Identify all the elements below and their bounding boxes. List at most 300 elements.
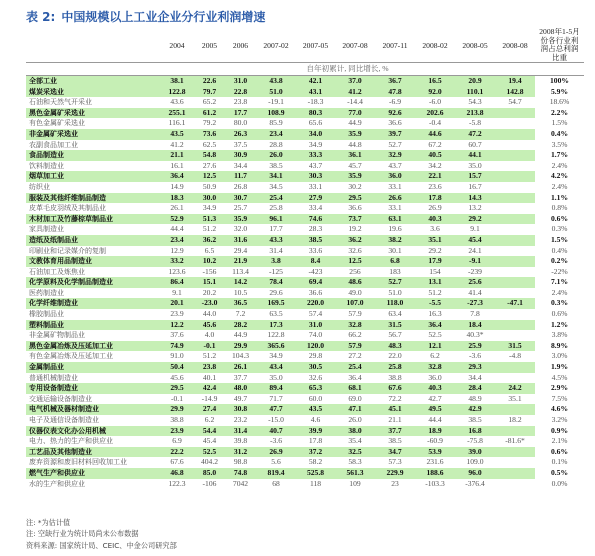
growth-cell: 36.6 — [308, 287, 323, 297]
header-col: 2008-02 — [415, 28, 455, 63]
growth-cell: 39.8 — [233, 436, 248, 446]
growth-cell — [495, 256, 535, 267]
growth-cell: 110.1 — [455, 87, 495, 98]
growth-cell: 63.4 — [388, 309, 402, 319]
growth-cell: 37.6 — [170, 330, 184, 340]
growth-cell — [495, 203, 535, 214]
growth-cell: 154 — [429, 266, 441, 276]
growth-cell: 50.4 — [160, 362, 194, 373]
growth-cell: 107.0 — [335, 298, 375, 309]
growth-cell: 60.7 — [468, 139, 482, 149]
growth-cell: 58.3 — [348, 457, 362, 467]
growth-cell: 71.7 — [269, 393, 283, 403]
growth-cell: 35.9 — [225, 214, 256, 225]
growth-cell: 38.5 — [296, 235, 335, 246]
growth-cell: 122.3 — [168, 478, 186, 488]
growth-cell: 43.8 — [256, 76, 296, 87]
growth-cell: 19.4 — [495, 76, 535, 87]
growth-cell: 30.5 — [296, 362, 335, 373]
table-row — [26, 118, 584, 129]
table-title — [26, 8, 265, 25]
table-row — [26, 246, 584, 257]
growth-cell: 42.7 — [428, 393, 442, 403]
growth-cell: 34.5 — [269, 181, 283, 191]
growth-cell: 14.9 — [170, 181, 184, 191]
growth-cell: 561.3 — [335, 468, 375, 479]
growth-cell: 33.1 — [388, 181, 402, 191]
growth-cell: 17.8 — [308, 436, 323, 446]
growth-cell: 4.6 — [310, 415, 321, 424]
growth-cell: 69.4 — [296, 277, 335, 288]
growth-cell: -18.3 — [307, 97, 324, 107]
growth-cell: 61.2 — [194, 108, 225, 119]
growth-cell: 26.1 — [225, 362, 256, 373]
growth-cell: 29.2 — [455, 214, 495, 225]
growth-cell: 18.9 — [415, 426, 455, 437]
growth-cell: 32.5 — [335, 447, 375, 458]
growth-cell: 44.0 — [202, 309, 217, 319]
growth-cell — [495, 362, 535, 373]
growth-cell: 43.5 — [296, 404, 335, 415]
growth-cell: 89.4 — [256, 383, 296, 394]
growth-cell: 52.5 — [428, 330, 442, 340]
header-col: 2006 — [225, 28, 256, 63]
growth-cell: 31.0 — [296, 320, 335, 331]
growth-cell: -3.6 — [468, 351, 482, 361]
growth-cell: 25.8 — [269, 203, 283, 213]
growth-cell: 11.7 — [225, 171, 256, 182]
growth-cell: 53.9 — [415, 447, 455, 458]
growth-cell: 220.0 — [296, 298, 335, 309]
growth-cell: 6.2 — [204, 415, 215, 424]
growth-cell: 34.4 — [233, 160, 248, 170]
header-col: 2007-02 — [256, 28, 296, 63]
growth-cell: 109.0 — [466, 457, 484, 467]
growth-cell: 52.7 — [388, 139, 402, 149]
growth-cell: 47.8 — [375, 87, 415, 98]
industry-name: 木材加工及竹藤棕草制品业 — [26, 214, 160, 225]
growth-cell: 51.3 — [194, 214, 225, 225]
table-row — [26, 161, 584, 172]
growth-cell: 47.1 — [335, 404, 375, 415]
growth-cell: 33.2 — [160, 256, 194, 267]
growth-cell: 35.0 — [468, 160, 482, 170]
growth-cell: 30.7 — [225, 193, 256, 204]
growth-cell: 30.0 — [194, 193, 225, 204]
growth-cell: 123.6 — [168, 266, 186, 276]
growth-cell: 37.5 — [233, 139, 248, 149]
growth-cell: 16.3 — [428, 309, 442, 319]
growth-cell: 29.6 — [269, 287, 283, 297]
growth-cell: 7042 — [232, 478, 249, 488]
profit-share-cell: 0.1% — [551, 457, 568, 467]
table-row — [26, 309, 584, 320]
growth-cell — [495, 171, 535, 182]
growth-cell: 20.9 — [455, 76, 495, 87]
industry-name: 黑色金属矿采选业 — [26, 108, 160, 119]
growth-cell: 41.2 — [335, 87, 375, 98]
profit-share-cell: 0.6% — [551, 309, 568, 319]
growth-cell: 29.2 — [428, 245, 442, 255]
table-row — [26, 362, 584, 373]
growth-cell: 42.4 — [194, 383, 225, 394]
header-col: 2008-08 — [495, 28, 535, 63]
growth-cell: -156 — [202, 266, 217, 276]
growth-cell: 36.1 — [335, 150, 375, 161]
growth-cell: 104.3 — [231, 351, 250, 361]
growth-cell: 18.4 — [455, 320, 495, 331]
growth-cell: 15.7 — [455, 171, 495, 182]
growth-cell: 25.7 — [233, 203, 248, 213]
profit-share-cell: 0.9% — [550, 425, 569, 435]
growth-cell: 12.5 — [335, 256, 375, 267]
profit-share-cell: 1.2% — [550, 319, 569, 329]
growth-cell — [495, 447, 535, 458]
growth-cell: 37.7 — [375, 426, 415, 437]
growth-cell: 51.2 — [202, 351, 217, 361]
growth-cell: 122.8 — [267, 330, 285, 340]
growth-cell: 66.2 — [348, 330, 362, 340]
growth-cell: 819.4 — [256, 468, 296, 479]
note-estimate: 注: *为估计值 — [26, 518, 71, 527]
industry-name: 化学纤维制造业 — [26, 298, 160, 309]
growth-cell: 79.2 — [202, 118, 217, 128]
growth-cell: 142.8 — [495, 87, 535, 98]
note-missing: 注: 空缺行业为统计局尚未公布数据 — [26, 529, 139, 538]
growth-cell: 63.5 — [269, 309, 283, 319]
growth-cell: 28.8 — [269, 139, 283, 149]
growth-cell: 52.7 — [375, 277, 415, 288]
growth-cell: 32.0 — [233, 224, 248, 234]
growth-cell — [495, 161, 535, 172]
growth-cell: 96.0 — [455, 468, 495, 479]
table-row — [26, 288, 584, 299]
growth-cell — [495, 373, 535, 384]
growth-cell: 29.5 — [335, 193, 375, 204]
growth-cell: 74.9 — [160, 341, 194, 352]
growth-cell: 67.2 — [428, 139, 442, 149]
growth-cell: -14.4 — [347, 97, 363, 107]
industry-name: 农副食品加工业 — [29, 140, 78, 149]
growth-cell: 18.3 — [160, 193, 194, 204]
growth-cell: 6.2 — [430, 351, 440, 361]
growth-cell: 21.1 — [388, 415, 402, 424]
growth-cell — [495, 118, 535, 129]
header-share-col: 2008年1-5月份各行业利润占总利润比重 — [535, 28, 584, 63]
growth-cell: 46.8 — [160, 468, 194, 479]
growth-cell: 35.1 — [508, 393, 522, 403]
industry-name: 塑料制品业 — [26, 320, 160, 331]
table-row — [26, 436, 584, 447]
growth-cell: 57.3 — [388, 457, 402, 467]
growth-cell: 231.6 — [426, 457, 444, 467]
growth-cell: -75.8 — [467, 436, 483, 446]
growth-cell: 32.8 — [415, 362, 455, 373]
table-row — [26, 447, 584, 458]
growth-cell: 74.0 — [308, 330, 323, 340]
growth-cell: 36.4 — [415, 320, 455, 331]
growth-cell: 33.1 — [308, 181, 323, 191]
growth-cell: 98.8 — [233, 457, 248, 467]
growth-cell: 116.1 — [168, 118, 186, 128]
profit-share-cell: 0.0% — [551, 478, 568, 488]
growth-cell: 525.8 — [296, 468, 335, 479]
table-row — [26, 76, 584, 87]
growth-cell: -103.3 — [425, 478, 445, 488]
growth-cell: 202.6 — [415, 108, 455, 119]
profit-share-cell: 1.7% — [550, 150, 569, 160]
growth-cell: 38.0 — [335, 426, 375, 437]
table-row — [26, 479, 584, 490]
growth-cell — [495, 457, 535, 468]
growth-cell: 28.2 — [225, 320, 256, 331]
table-row — [26, 277, 584, 288]
growth-cell: 45.4 — [202, 436, 217, 446]
profit-share-cell: 1.5% — [551, 118, 568, 128]
growth-cell: -5.8 — [468, 118, 482, 128]
growth-cell — [495, 330, 535, 341]
industry-name: 石油加工及炼焦业 — [29, 267, 85, 276]
growth-cell: 51.0 — [256, 87, 296, 98]
profit-share-cell: 5.9% — [550, 86, 569, 96]
table-row — [26, 214, 584, 225]
table-row — [26, 129, 584, 140]
growth-cell: 44.9 — [233, 330, 248, 340]
growth-cell: 60.0 — [308, 393, 323, 403]
growth-cell: 3.8 — [256, 256, 296, 267]
growth-cell: -23.0 — [194, 298, 225, 309]
growth-cell: 79.7 — [194, 87, 225, 98]
growth-cell: 38.5 — [388, 436, 402, 446]
growth-cell — [495, 182, 535, 193]
profit-growth-table — [26, 28, 584, 489]
growth-cell: 36.4 — [348, 372, 362, 382]
profit-share-cell: 3.5% — [551, 139, 568, 149]
industry-name: 印刷业和记录媒介的复制 — [29, 246, 106, 255]
profit-share-cell: 2.1% — [551, 436, 568, 446]
growth-cell — [495, 320, 535, 331]
growth-cell: 44.1 — [455, 150, 495, 161]
growth-cell: 256 — [349, 266, 361, 276]
industry-name: 饮料制造业 — [29, 161, 64, 170]
table-row — [26, 383, 584, 394]
table-row — [26, 394, 584, 405]
header-col: 2007-11 — [375, 28, 415, 63]
growth-cell: 34.7 — [375, 447, 415, 458]
growth-cell: 10.2 — [194, 256, 225, 267]
table-row — [26, 351, 584, 362]
growth-cell: 31.5 — [495, 341, 535, 352]
industry-name: 废弃资源和废旧材料回收加工业 — [29, 458, 127, 467]
growth-cell: 25.4 — [256, 193, 296, 204]
growth-cell — [495, 214, 535, 225]
growth-cell: 38.8 — [388, 372, 402, 382]
growth-cell: 21.1 — [160, 150, 194, 161]
growth-cell: 213.8 — [455, 108, 495, 119]
growth-cell: 48.6 — [335, 277, 375, 288]
growth-cell: 26.1 — [170, 203, 184, 213]
growth-cell — [495, 246, 535, 257]
industry-name: 工艺品及其他制造业 — [26, 447, 160, 458]
growth-cell: 80.3 — [296, 108, 335, 119]
industry-name: 有色金属矿采选业 — [29, 119, 85, 128]
growth-cell: 23.8 — [194, 362, 225, 373]
growth-cell: 96.1 — [256, 214, 296, 225]
growth-cell: 51.0 — [388, 287, 402, 297]
growth-cell: -19.1 — [268, 97, 284, 107]
growth-cell: 34.1 — [256, 171, 296, 182]
table-row — [26, 256, 584, 267]
growth-cell: 30.1 — [388, 245, 402, 255]
growth-cell: 35.9 — [335, 129, 375, 140]
growth-cell: 22.8 — [225, 87, 256, 98]
growth-cell: 17.7 — [225, 108, 256, 119]
growth-cell: 12.5 — [194, 171, 225, 182]
growth-cell: 38.8 — [170, 415, 184, 424]
growth-cell: 34.9 — [308, 139, 323, 149]
table-row — [26, 182, 584, 193]
growth-cell: 28.4 — [455, 383, 495, 394]
growth-cell: 92.6 — [375, 108, 415, 119]
growth-cell: 31.6 — [225, 235, 256, 246]
profit-share-cell: 0.2% — [550, 256, 569, 266]
industry-name: 服装及其他纤维制品制造 — [26, 193, 160, 204]
growth-cell: 36.0 — [428, 372, 442, 382]
growth-cell: 36.6 — [388, 118, 402, 128]
industry-name: 皮革毛皮羽绒及其制品业 — [29, 204, 106, 213]
growth-cell: 85.9 — [269, 118, 283, 128]
growth-cell: 57.9 — [348, 309, 362, 319]
profit-share-cell: 0.6% — [550, 446, 569, 456]
profit-share-cell: 1.5% — [550, 234, 569, 244]
table-row — [26, 171, 584, 182]
industry-name: 电子及通信设备制造业 — [29, 416, 99, 424]
industry-name: 家具制造业 — [29, 225, 64, 234]
growth-cell: 57.4 — [308, 309, 323, 319]
growth-cell: -27.3 — [455, 298, 495, 309]
growth-cell: 65.2 — [202, 97, 217, 107]
growth-cell — [495, 150, 535, 161]
growth-cell: -0.4 — [428, 118, 442, 128]
growth-cell: 36.2 — [194, 235, 225, 246]
growth-cell: 120.0 — [296, 341, 335, 352]
growth-cell — [495, 404, 535, 415]
growth-cell: 31.5 — [375, 320, 415, 331]
growth-cell: 32.6 — [348, 245, 362, 255]
industry-name: 造纸及纸制品业 — [26, 235, 160, 246]
growth-cell: 45.4 — [455, 235, 495, 246]
growth-cell: 10.5 — [233, 287, 248, 297]
growth-cell: 67.6 — [170, 457, 184, 467]
growth-cell: 183 — [389, 266, 401, 276]
growth-cell: 6.5 — [204, 245, 215, 255]
growth-cell: 28.3 — [308, 224, 323, 234]
industry-name: 水的生产和供应业 — [29, 479, 85, 488]
growth-cell: -125 — [269, 266, 283, 276]
growth-cell: 65.3 — [296, 383, 335, 394]
growth-cell: 31.2 — [225, 447, 256, 458]
growth-cell: 26.0 — [348, 415, 362, 424]
growth-cell: 9.1 — [172, 287, 182, 297]
growth-cell: 8.4 — [296, 256, 335, 267]
growth-cell: 23.2 — [233, 415, 248, 424]
growth-cell: 40.1 — [202, 372, 217, 382]
growth-cell: 42.9 — [455, 404, 495, 415]
growth-cell: 45.6 — [194, 320, 225, 331]
header-blank — [26, 28, 160, 63]
growth-cell: 15.1 — [194, 277, 225, 288]
growth-cell: 29.5 — [160, 383, 194, 394]
growth-cell: 17.3 — [256, 320, 296, 331]
growth-cell: 52.5 — [194, 447, 225, 458]
growth-cell: 25.9 — [455, 341, 495, 352]
growth-cell — [495, 277, 535, 288]
growth-cell: -376.4 — [465, 478, 485, 488]
growth-cell: 40.5 — [415, 150, 455, 161]
growth-cell — [495, 108, 535, 119]
growth-cell — [495, 193, 535, 204]
growth-cell: 35.4 — [348, 436, 362, 446]
growth-cell: 29.8 — [308, 351, 323, 361]
growth-cell: 22.2 — [160, 447, 194, 458]
growth-cell: 32.8 — [335, 320, 375, 331]
industry-name: 食品制造业 — [26, 150, 160, 161]
growth-cell: 51.2 — [202, 224, 217, 234]
growth-cell: 20.2 — [202, 287, 217, 297]
growth-cell: 37.0 — [335, 76, 375, 87]
growth-cell — [495, 309, 535, 320]
growth-cell — [495, 140, 535, 151]
growth-cell: 43.7 — [308, 160, 323, 170]
growth-cell: 39.9 — [296, 426, 335, 437]
growth-cell: 229.9 — [375, 468, 415, 479]
growth-cell — [495, 426, 535, 437]
growth-cell: 188.6 — [415, 468, 455, 479]
growth-cell: 16.5 — [415, 76, 455, 87]
unit-row — [26, 63, 584, 76]
growth-cell: 34.4 — [468, 372, 482, 382]
growth-cell: 3.6 — [430, 224, 440, 234]
growth-cell: 80.0 — [233, 118, 248, 128]
growth-cell: 45.1 — [375, 404, 415, 415]
table-row — [26, 97, 584, 108]
growth-cell: 43.5 — [160, 129, 194, 140]
profit-share-cell: 0.8% — [551, 203, 568, 213]
table-number: 表 2: — [26, 10, 56, 24]
growth-cell: 73.6 — [194, 129, 225, 140]
growth-cell: 54.8 — [194, 150, 225, 161]
growth-cell: 39.0 — [455, 447, 495, 458]
table-row — [26, 267, 584, 278]
growth-cell: 91.0 — [170, 351, 184, 361]
growth-cell: 118.0 — [375, 298, 415, 309]
growth-cell: -0.1 — [194, 341, 225, 352]
table-row — [26, 457, 584, 468]
industry-name: 燃气生产和供应业 — [26, 468, 160, 479]
growth-cell: 14.3 — [455, 193, 495, 204]
industry-name: 有色金属冶炼及压延加工业 — [29, 352, 113, 361]
growth-cell: 40.3 — [415, 214, 455, 225]
growth-cell: 27.2 — [348, 351, 362, 361]
profit-share-cell: 0.6% — [550, 213, 569, 223]
industry-name: 化学原料及化学制品制造业 — [26, 277, 160, 288]
growth-cell: 73.7 — [335, 214, 375, 225]
growth-cell: 29.9 — [160, 404, 194, 415]
growth-cell: 68.1 — [335, 383, 375, 394]
growth-cell — [495, 224, 535, 235]
growth-cell: 16.1 — [170, 160, 184, 170]
profit-share-cell: 4.2% — [550, 171, 569, 181]
